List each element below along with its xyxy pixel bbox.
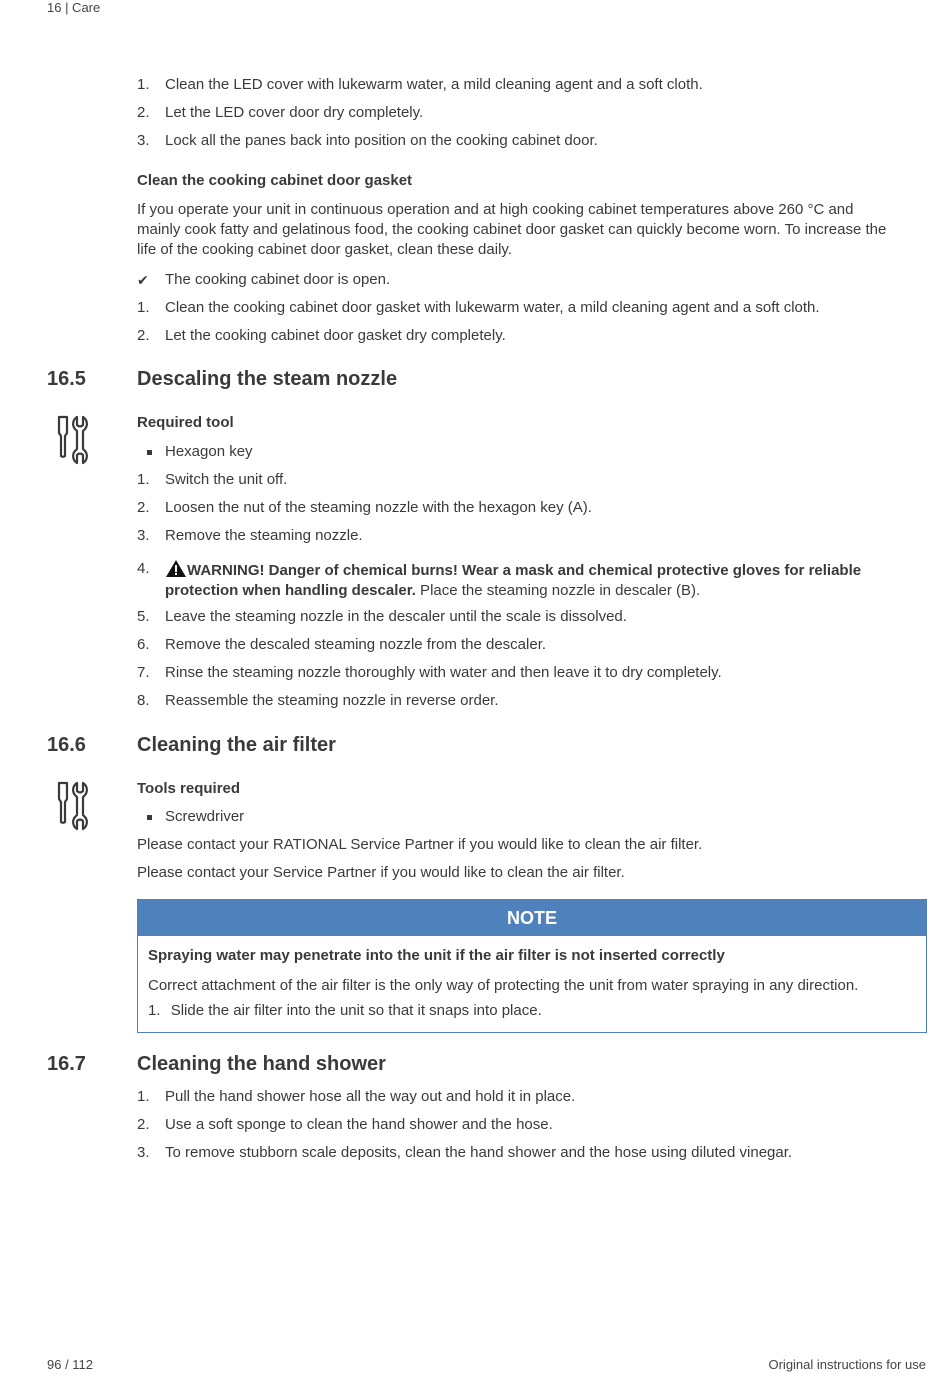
list-item: 1. Switch the unit off. — [137, 471, 288, 488]
paragraph: Please contact your Service Partner if you would like to clean the air filter. — [137, 864, 625, 881]
note-heading: Spraying water may penetrate into the unit if the air filter is not inserted correctly — [148, 947, 725, 964]
list-item: 3. Lock all the panes back into position on the cooking cabinet door. — [137, 132, 598, 149]
page-header: 16 | Care — [47, 0, 101, 15]
tool-heading: Required tool — [137, 414, 234, 431]
section-title: Cleaning the air filter — [137, 734, 336, 756]
note-label: NOTE — [138, 900, 926, 936]
list-item: 1. Pull the hand shower hose all the way out and hold it in place. — [137, 1088, 576, 1105]
gasket-heading: Clean the cooking cabinet door gasket — [137, 172, 413, 189]
check-icon: ✔ — [137, 272, 149, 288]
list-item: 1. Clean the LED cover with lukewarm water, a mild cleaning agent and a soft cloth. — [137, 76, 703, 93]
tool-item: Screwdriver — [137, 807, 244, 827]
list-item: 2. Use a soft sponge to clean the hand shower and the hose. — [137, 1116, 553, 1133]
warning-step: 4. WARNING! Danger of chemical burns! Wear a mask and chemical protective gloves for reliable protection when handling descaler. Place the steaming nozzle in descaler (B). — [137, 560, 862, 599]
tool-heading: Tools required — [137, 780, 241, 797]
section-number: 16.7 — [47, 1053, 86, 1075]
list-item: 6. Remove the descaled steaming nozzle from the descaler. — [137, 636, 547, 653]
list-item: 2. Loosen the nut of the steaming nozzle with the hexagon key (A). — [137, 499, 592, 516]
section-number: 16.6 — [47, 734, 86, 756]
section-title: Descaling the steam nozzle — [137, 368, 398, 390]
tools-icon — [54, 414, 90, 466]
list-item: 1. Clean the cooking cabinet door gasket with lukewarm water, a mild cleaning agent and a soft cloth. — [137, 299, 820, 316]
list-item: 3. Remove the steaming nozzle. — [137, 527, 363, 544]
note-box — [137, 899, 927, 1033]
note-step: 1. Slide the air filter into the unit so that it snaps into place. — [148, 1002, 542, 1019]
list-item: 8. Reassemble the steaming nozzle in reverse order. — [137, 692, 499, 709]
warning-icon — [165, 559, 187, 578]
list-item: 3. To remove stubborn scale deposits, clean the hand shower and the hose using diluted vinegar. — [137, 1144, 793, 1161]
section-number: 16.5 — [47, 368, 86, 390]
list-item: 2. Let the cooking cabinet door gasket dry completely. — [137, 327, 506, 344]
tool-item: Hexagon key — [137, 442, 253, 462]
tools-icon — [54, 780, 90, 832]
note-text: Correct attachment of the air filter is the only way of protecting the unit from water spraying in any direction. — [148, 977, 859, 994]
list-item: 5. Leave the steaming nozzle in the descaler until the scale is dissolved. — [137, 608, 627, 625]
gasket-paragraph: If you operate your unit in continuous operation and at high cooking cabinet temperatures above 260 °C and mainly cook fatty and gelatinous food, the cooking cabinet door gasket can quickly become worn. To increase the life of the cooking cabinet door gasket, clean these daily. — [137, 201, 887, 258]
paragraph: Please contact your RATIONAL Service Partner if you would like to clean the air filter. — [137, 836, 703, 853]
list-item: 2. Let the LED cover door dry completely. — [137, 104, 424, 121]
section-title: Cleaning the hand shower — [137, 1053, 386, 1075]
list-item: 7. Rinse the steaming nozzle thoroughly with water and then leave it to dry completely. — [137, 664, 722, 681]
precondition: ✔ The cooking cabinet door is open. — [137, 271, 391, 288]
footer-note: Original instructions for use — [768, 1357, 926, 1372]
page-number: 96 / 112 — [47, 1357, 94, 1372]
